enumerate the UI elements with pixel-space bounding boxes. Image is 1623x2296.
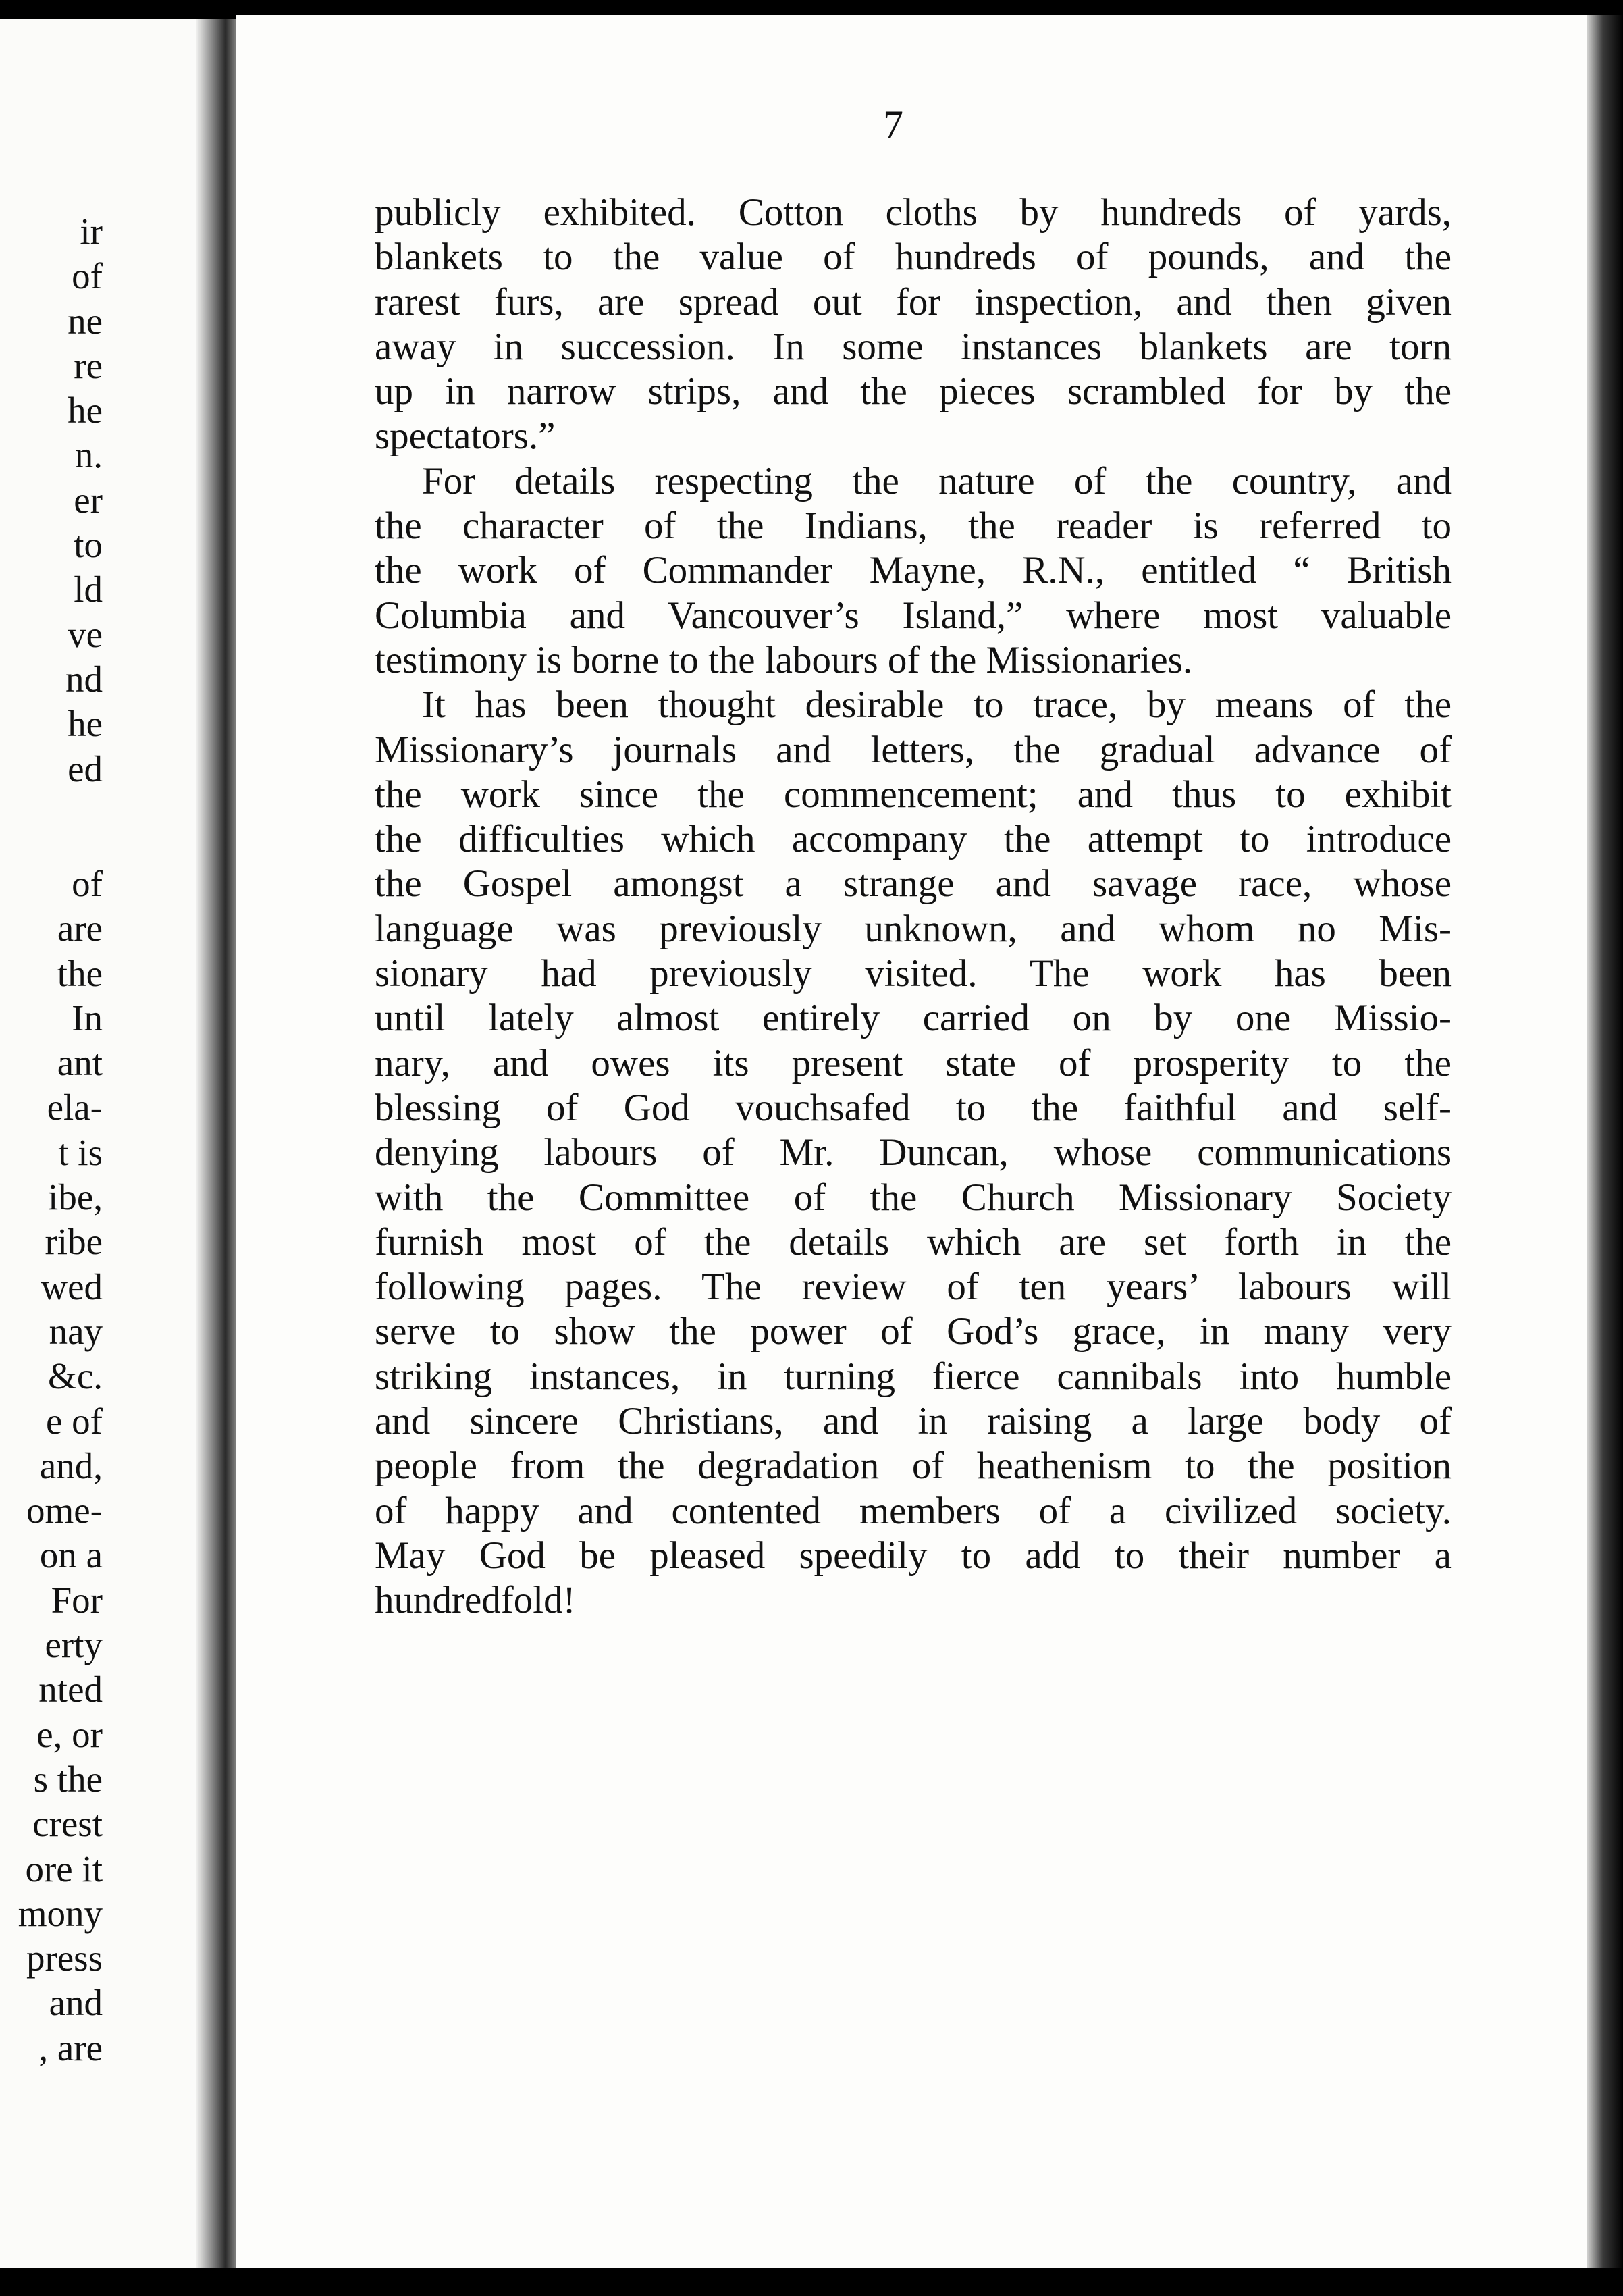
previous-page-fragment: and, (39, 1444, 103, 1486)
previous-page-fragment: er (74, 479, 103, 521)
text-line: hundredfold! (375, 1579, 576, 1622)
text-line: with the Committee of the Church Missionary Society (375, 1176, 1452, 1219)
previous-page-fragment: and (49, 1982, 103, 2024)
text-line: up in narrow strips, and the pieces scrambled for by the (375, 370, 1452, 413)
text-line: rarest furs, are spread out for inspection, and then given (375, 280, 1452, 323)
previous-page-fragment: nted (38, 1669, 103, 1711)
text-line: the work of Commander Mayne, R.N., entitled “ British (375, 549, 1452, 592)
text-line: Columbia and Vancouver’s Island,” where most valuable (375, 594, 1452, 637)
previous-page-fragment: t is (58, 1131, 103, 1173)
text-line: sionary had previously visited. The work has been (375, 952, 1452, 995)
text-line: of happy and contented members of a civilized society. (375, 1489, 1452, 1532)
text-line: denying labours of Mr. Duncan, whose communications (375, 1131, 1452, 1174)
previous-page-fragment: ibe, (48, 1176, 103, 1218)
previous-page-fragment: In (72, 997, 103, 1039)
page-edge-shadow (1587, 15, 1623, 2268)
previous-page-fragments-upper (65, 209, 103, 791)
text-line: blessing of God vouchsafed to the faithful and self- (375, 1086, 1452, 1129)
text-line: publicly exhibited. Cotton cloths by hundreds of yards, (375, 191, 1452, 234)
previous-page-fragment: to (74, 524, 103, 566)
previous-page (0, 19, 223, 2268)
text-line: nary, and owes its present state of prosperity to the (375, 1041, 1452, 1085)
text-line: people from the degradation of heathenism to the position (375, 1444, 1452, 1488)
previous-page-fragment: ed (68, 748, 103, 789)
previous-page-fragment: n. (74, 434, 103, 476)
text-line: and sincere Christians, and in raising a large body of (375, 1400, 1452, 1443)
previous-page-fragment: ant (57, 1042, 103, 1084)
text-line: the character of the Indians, the reader is referred to (375, 504, 1452, 548)
previous-page-fragment: e, or (36, 1713, 103, 1755)
previous-page-fragment: mony (18, 1892, 103, 1934)
paragraph (375, 683, 1452, 1623)
previous-page-fragment: re (74, 344, 103, 386)
previous-page-fragment: ribe (45, 1221, 103, 1263)
previous-page-fragment: ld (74, 569, 103, 610)
text-line: furnish most of the details which are set forth in the (375, 1220, 1452, 1263)
text-line: spectators.” (375, 415, 556, 458)
body-text (375, 190, 1452, 1623)
previous-page-fragment: s the (33, 1758, 103, 1800)
previous-page-fragment: press (26, 1937, 103, 1979)
previous-page-fragment: are (57, 908, 103, 949)
previous-page-fragment: erty (45, 1624, 103, 1666)
previous-page-fragment: &c. (48, 1355, 103, 1397)
previous-page-fragment: ne (68, 300, 103, 342)
text-line: the work since the commencement; and thus to exhibit (375, 773, 1452, 816)
previous-page-fragments-lower (18, 862, 103, 2070)
paragraph (375, 190, 1452, 459)
previous-page-fragment: of (72, 863, 103, 904)
previous-page-fragment: of (72, 255, 103, 297)
previous-page-fragment: he (68, 703, 103, 745)
previous-page-fragment: wed (41, 1266, 103, 1307)
previous-page-fragment: , are (38, 2027, 103, 2068)
text-line: the difficulties which accompany the attempt to introduce (375, 818, 1452, 861)
text-line: following pages. The review of ten years’ labours will (375, 1266, 1452, 1309)
previous-page-fragment: ome- (26, 1490, 103, 1532)
text-line: until lately almost entirely carried on by one Missio- (375, 997, 1452, 1040)
text-line: language was previously unknown, and whom no Mis- (375, 907, 1452, 950)
previous-page-fragment: For (51, 1579, 103, 1621)
text-line: blankets to the value of hundreds of pounds, and the (375, 236, 1452, 279)
previous-page-fragment: nd (65, 658, 103, 700)
previous-page-fragment: ve (68, 613, 103, 655)
previous-page-fragment: nay (49, 1310, 103, 1352)
previous-page-fragment: the (57, 952, 103, 994)
paragraph (375, 459, 1452, 683)
text-line: striking instances, in turning fierce cannibals into humble (375, 1355, 1452, 1398)
text-line: It has been thought desirable to trace, by means of the (422, 683, 1452, 727)
text-line: May God be pleased speedily to add to their number a (375, 1534, 1452, 1577)
text-line: testimony is borne to the labours of the Missionaries. (375, 638, 1193, 681)
text-line: serve to show the power of God’s grace, in many very (375, 1310, 1452, 1353)
previous-page-fragment: ore it (25, 1848, 103, 1889)
text-line: the Gospel amongst a strange and savage race, whose (375, 862, 1452, 906)
page-number: 7 (883, 103, 903, 147)
previous-page-fragment: e of (46, 1400, 103, 1442)
text-line: away in succession. In some instances blankets are torn (375, 325, 1452, 368)
previous-page-fragment: he (68, 390, 103, 432)
text-line: For details respecting the nature of the country, and (422, 459, 1452, 502)
previous-page-fragment: ela- (47, 1087, 103, 1128)
text-line: Missionary’s journals and letters, the gradual advance of (375, 728, 1452, 771)
previous-page-fragment: crest (32, 1803, 103, 1845)
previous-page-fragment: on a (39, 1534, 103, 1576)
previous-page-fragment: ir (80, 211, 103, 252)
